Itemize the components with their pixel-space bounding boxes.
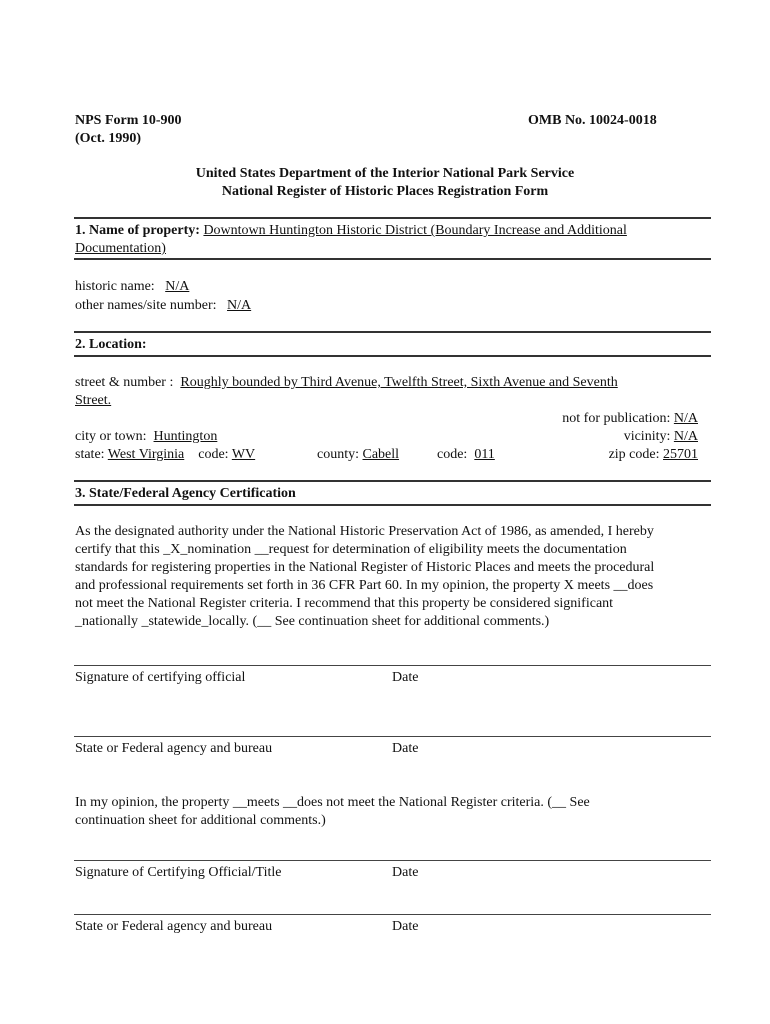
vicinity-row	[624, 428, 698, 446]
county-code-row	[437, 446, 495, 464]
signature-line[interactable]	[74, 736, 711, 737]
paragraph-line: In my opinion, the property __meets __does not meet the National Register criteria. (__ See	[75, 795, 590, 810]
historic-name-value: N/A	[165, 279, 190, 294]
paragraph-line: and professional requirements set forth in 36 CFR Part 60. In my opinion, the property X meets __does	[75, 578, 654, 593]
agency-label: State or Federal agency and bureau	[75, 919, 273, 934]
section-rule	[74, 480, 711, 482]
vicinity-value: N/A	[673, 429, 698, 444]
date-label: Date	[392, 919, 419, 934]
paragraph-line: standards for registering properties in the National Register of Historic Places and meets the procedural	[75, 560, 655, 575]
county-row	[317, 446, 399, 464]
certification-paragraph	[75, 523, 710, 631]
section1-name-line1	[75, 222, 627, 240]
opinion-paragraph	[75, 794, 710, 830]
county-value: Cabell	[362, 447, 400, 462]
zip-row	[609, 446, 698, 464]
historic-name-label: historic name:	[75, 279, 155, 294]
signature-line[interactable]	[74, 914, 711, 915]
section-rule	[74, 355, 711, 357]
paragraph-line: As the designated authority under the National Historic Preservation Act of 1986, as amended, I hereby	[75, 524, 654, 539]
date-label: Date	[392, 865, 419, 880]
section-rule	[74, 258, 711, 260]
city-label: city or town:	[75, 429, 147, 444]
other-names-row	[75, 297, 251, 315]
signature-line[interactable]	[74, 665, 711, 666]
city-value: Huntington	[153, 429, 218, 444]
page-title: United States Department of the Interior National Park Service	[195, 166, 575, 181]
page-subtitle: National Register of Historic Places Registration Form	[221, 184, 549, 199]
street-label: street & number :	[75, 375, 174, 390]
vicinity-label: vicinity:	[623, 429, 671, 444]
state-row	[75, 446, 255, 464]
section1-label: 1. Name of property:	[75, 223, 200, 238]
historic-name-row	[75, 278, 189, 296]
state-code-value: WV	[231, 447, 256, 462]
form-date: (Oct. 1990)	[75, 131, 142, 146]
section-rule	[74, 331, 711, 333]
section2-label: 2. Location:	[75, 337, 147, 352]
zip-label: zip code:	[608, 447, 660, 462]
property-name-value-cont: Documentation)	[75, 241, 166, 256]
other-names-label: other names/site number:	[75, 298, 217, 313]
agency-label: State or Federal agency and bureau	[75, 741, 273, 756]
state-value: West Virginia	[107, 447, 185, 462]
property-name-value: Downtown Huntington Historic District (Boundary Increase and Additional	[203, 223, 627, 238]
state-code-label: code:	[198, 447, 229, 462]
date-label: Date	[392, 670, 419, 685]
county-label: county:	[317, 447, 359, 462]
date-label: Date	[392, 741, 419, 756]
paragraph-line: continuation sheet for additional comments.)	[75, 813, 326, 828]
paragraph-line: not meet the National Register criteria. I recommend that this property be considered significant	[75, 596, 614, 611]
other-names-value: N/A	[227, 298, 252, 313]
paragraph-line: _nationally _statewide_locally. (__ See continuation sheet for additional comments.)	[75, 614, 550, 629]
form-number: NPS Form 10-900	[75, 113, 182, 128]
paragraph-line: certify that this _X_nomination __request for determination of eligibility meets the documentation	[75, 542, 627, 557]
section3-label: 3. State/Federal Agency Certification	[75, 486, 296, 501]
not-for-publication-row	[562, 410, 698, 428]
county-code-label: code:	[437, 447, 468, 462]
street-value-cont: Street.	[75, 393, 112, 408]
street-row	[75, 374, 618, 392]
county-code-value: 011	[474, 447, 495, 462]
not-for-publication-label: not for publication:	[562, 411, 671, 426]
omb-number: OMB No. 10024-0018	[528, 113, 657, 128]
signature-line[interactable]	[74, 860, 711, 861]
state-label: state:	[75, 447, 105, 462]
not-for-publication-value: N/A	[673, 411, 698, 426]
signature-label: Signature of Certifying Official/Title	[75, 865, 282, 880]
section-rule	[74, 504, 711, 506]
street-value: Roughly bounded by Third Avenue, Twelfth Street, Sixth Avenue and Seventh	[180, 375, 618, 390]
signature-label: Signature of certifying official	[75, 670, 246, 685]
zip-value: 25701	[663, 447, 698, 462]
section-rule	[74, 217, 711, 219]
city-row	[75, 428, 217, 446]
